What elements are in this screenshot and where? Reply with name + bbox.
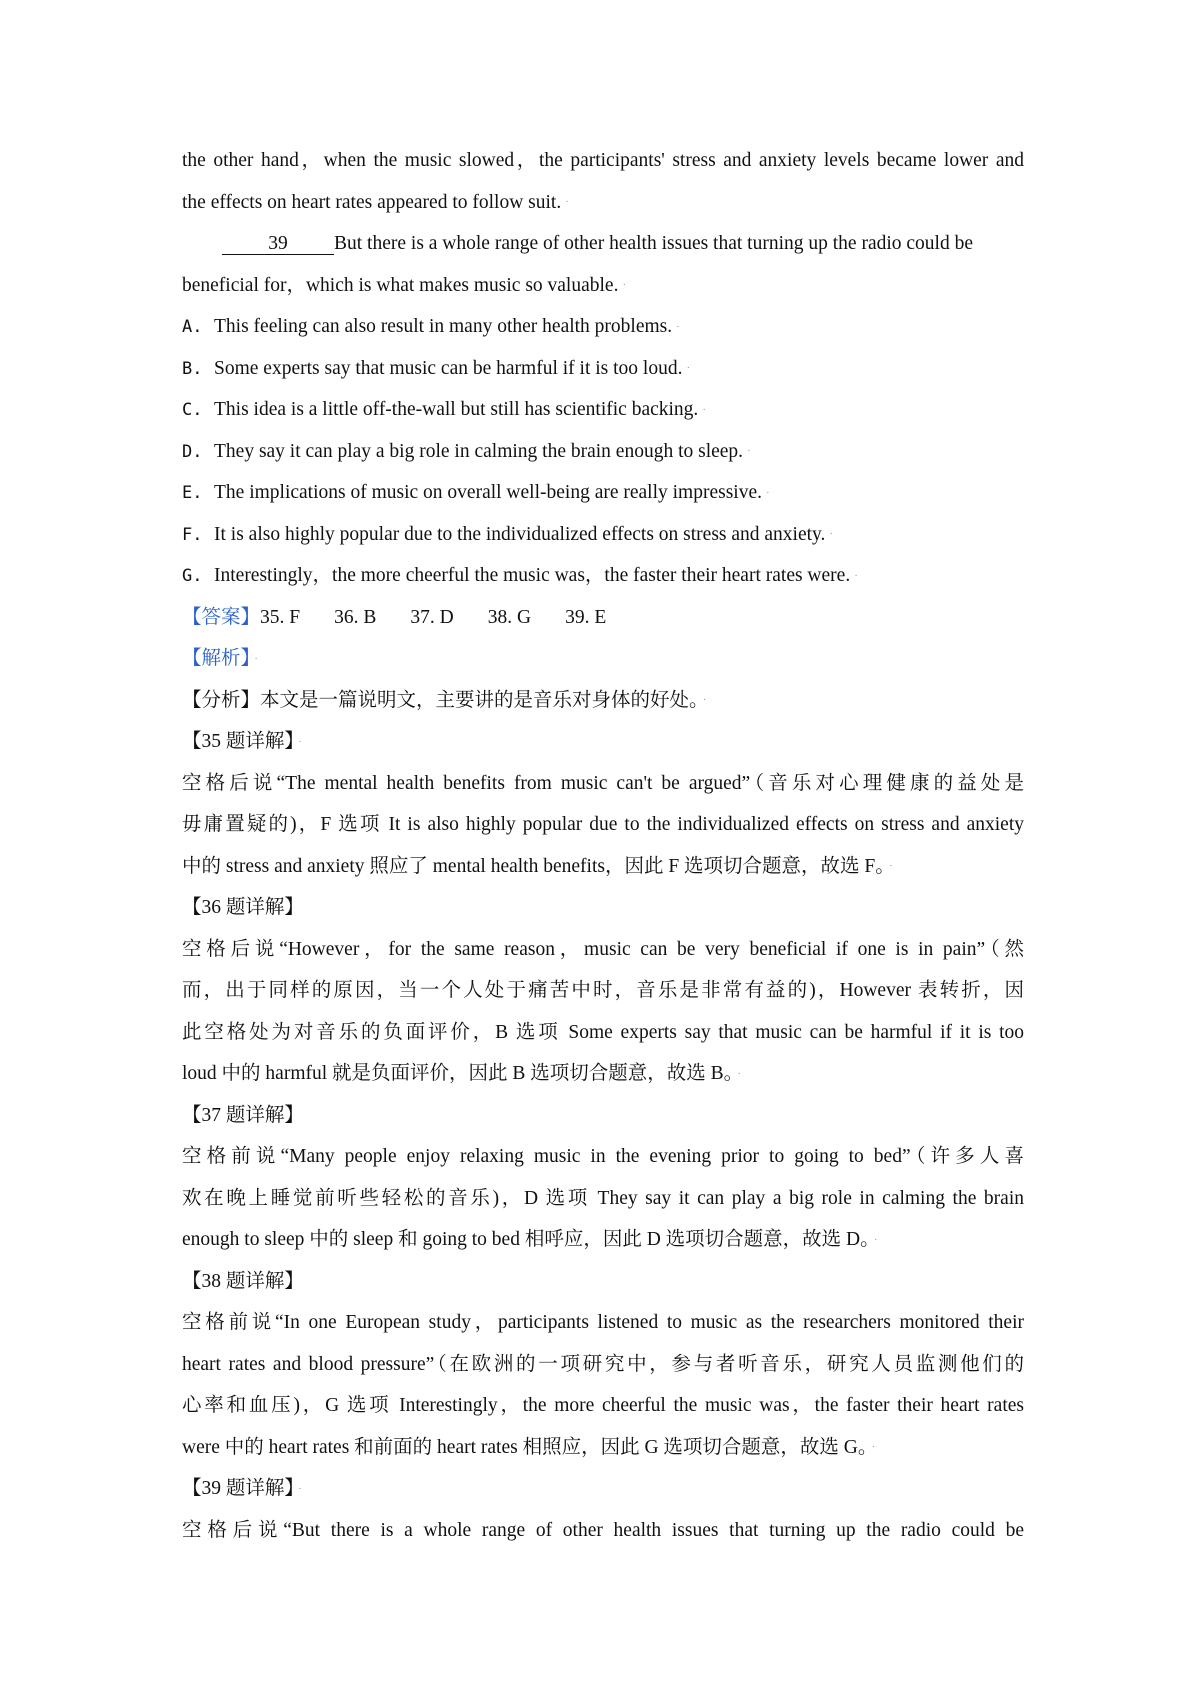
q36-explanation-line: 空格后说“However，for the same reason，music can be very beneficial if one is in pain”（然 [182,938,1024,960]
paragraph-mark: · [676,320,680,333]
option-letter: A. [182,317,203,337]
q38-explanation-line: heart rates and blood pressure”（在欧洲的一项研究中，参与者听音乐，研究人员监测他们的 [182,1353,1024,1375]
answer-item: 37. D [410,606,454,628]
paragraph-mark: · [622,279,627,292]
summary-line [182,680,1024,722]
q36-heading [182,887,1024,929]
q39-explanation-line: 空格后说“But there is a whole range of other health issues that turning up the radio could be [182,1519,1024,1541]
q37-explanation-line: 欢在晚上睡觉前听些轻松的音乐)，D 选项 They say it can play a big role in calming the brain [182,1187,1024,1209]
section-heading: 【37 题详解】 [182,1104,304,1126]
question-text: beneficial for，which is what makes music so valuable. [182,274,619,296]
q37-explanation-line: 空格前说“Many people enjoy relaxing music in the evening prior to going to bed”（许多人喜 [182,1146,1024,1167]
passage-line [182,182,1024,224]
paragraph-mark: · [854,569,858,582]
q38-explanation-line: 心率和血压)，G 选项 Interestingly，the more cheerful the music was，the faster their heart rates [182,1395,1024,1416]
question-39-line [182,265,1024,307]
option-a [182,306,1024,348]
paragraph-mark: · [889,860,893,873]
option-e [182,472,1024,514]
analysis-heading [182,638,1024,680]
passage-line: the other hand，when the music slowed，the participants' stress and anxiety levels became lower and [182,150,1024,171]
question-39-line [182,223,1024,265]
q36-explanation-line [182,1053,1024,1095]
q37-heading [182,1095,1024,1137]
option-letter: F. [182,524,203,545]
q36-explanation-line: 而，出于同样的原因，当一个人处于痛苦中时，音乐是非常有益的)，However 表转折，因 [182,980,1024,1001]
paragraph-mark: · [686,362,691,375]
paragraph-mark: · [871,1441,876,1454]
paragraph-mark: · [766,486,770,499]
option-b [182,348,1024,390]
q35-explanation-line: 空格后说“The mental health benefits from music can't be argued”（音乐对心理健康的益处是 [182,772,1024,794]
analysis-label: 【解析】 [182,648,251,669]
q35-explanation-line: 毋庸置疑的)，F 选项 It is also highly popular due to the individualized effects on stress and anxiety [182,814,1024,835]
section-heading: 【39 题详解】 [182,1478,295,1499]
section-heading: 【36 题详解】 [182,897,304,918]
q38-heading [182,1261,1024,1303]
answer-item: 39. E [565,606,607,628]
paragraph-mark: · [702,694,707,707]
answer-item: 35. F [260,606,301,628]
paragraph-mark: · [737,1067,742,1080]
option-letter: E. [182,483,203,503]
answer-label: 【答案】 [182,606,261,628]
section-heading: 【35 题详解】 [182,731,295,752]
explanation-text: loud 中的 harmful 就是负面评价，因此 B 选项切合题意，故选 B。 [182,1063,734,1084]
option-f [182,514,1024,556]
section-heading: 【38 题详解】 [182,1270,304,1292]
passage-text: the effects on heart rates appeared to follow suit. [182,191,562,213]
option-text: The implications of music on overall well-being are really impressive. [214,482,762,503]
explanation-text: were 中的 heart rates 和前面的 heart rates 相照应，因此 G 选项切合题意，故选 G。 [182,1436,868,1458]
paragraph-mark: · [747,445,751,458]
paragraph-mark: · [873,1233,878,1246]
q38-explanation-line [182,1427,1024,1469]
answer-item: 38. G [487,606,532,628]
explanation-text: 中的 stress and anxiety 照应了 mental health benefits，因此 F 选项切合题意，故选 F。 [182,855,886,877]
option-text: Some experts say that music can be harmful if it is too loud. [214,357,683,379]
option-text: This feeling can also result in many other health problems. [214,316,673,337]
q36-explanation-line: 此空格处为对音乐的负面评价，B 选项 Some experts say that music can be harmful if it is too [182,1021,1024,1043]
paragraph-mark: · [829,528,834,541]
question-text: But there is a whole range of other health issues that turning up the radio could be [334,233,973,254]
paragraph-mark: · [254,652,258,665]
option-letter: D. [182,441,203,462]
answer-blank: 39 [222,234,334,255]
option-text: They say it can play a big role in calming the brain enough to sleep. [214,440,744,462]
answer-line [182,597,1024,639]
paragraph-mark: · [702,403,706,416]
answer-item: 36. B [334,606,377,628]
paragraph-mark: · [298,1482,302,1495]
paragraph-mark: · [298,735,302,748]
q37-explanation-line [182,1219,1024,1261]
option-c [182,389,1024,431]
q38-explanation-line: 空格前说“In one European study，participants listened to music as the researchers monitored their [182,1312,1024,1333]
document-page [182,140,1024,1551]
option-g [182,555,1024,597]
option-text: Interestingly，the more cheerful the music was，the faster their heart rates were. [214,565,851,586]
option-d [182,431,1024,473]
option-letter: B. [182,358,203,379]
option-text: It is also highly popular due to the individualized effects on stress and anxiety. [214,523,826,545]
option-letter: G. [182,566,203,586]
explanation-text: enough to sleep 中的 sleep 和 going to bed 相呼应，因此 D 选项切合题意，故选 D。 [182,1229,870,1250]
q39-heading [182,1468,1024,1510]
option-letter: C. [182,400,203,420]
q35-heading [182,721,1024,763]
paragraph-mark: · [565,196,569,209]
option-text: This idea is a little off-the-wall but still has scientific backing. [214,399,699,420]
q35-explanation-line [182,846,1024,888]
summary-text: 【分析】本文是一篇说明文，主要讲的是音乐对身体的好处。 [182,689,699,711]
